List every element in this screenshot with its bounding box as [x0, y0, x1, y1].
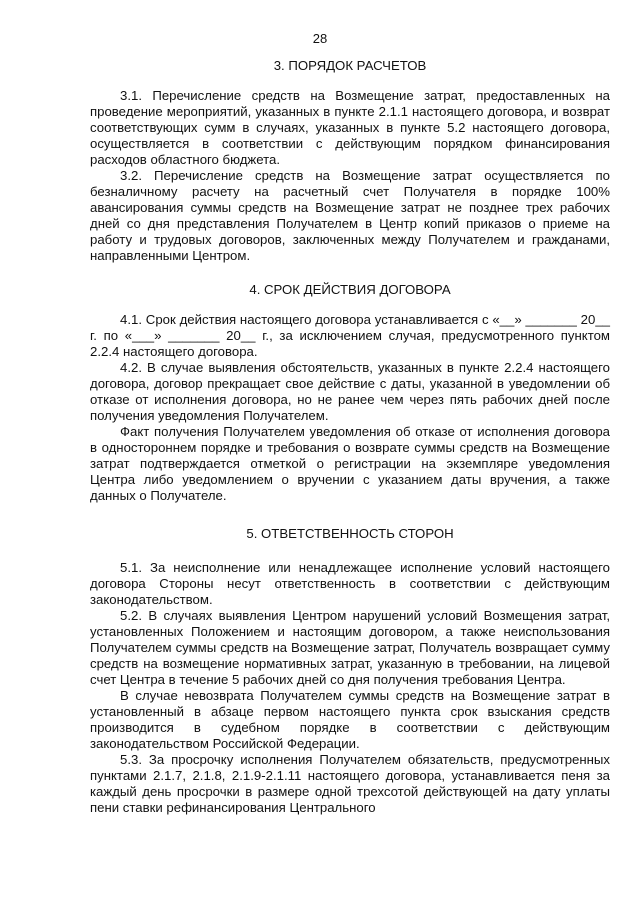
paragraph: 5.1. За неисполнение или ненадлежащее исполнение условий настоящего договора Стороны несут ответственность в соответствии с действующим законодательством.: [90, 560, 610, 607]
paragraph: 5.2. В случаях выявления Центром нарушений условий Возмещения затрат, установленных Положением и настоящим договором, а также неиспользования Получателем суммы средств на Возмещение затрат, Получатель возвращает сумму средств на возмещение нормативных затрат, указанную в требовании, на лицевой счет Центра в течение 5 рабочих дней со дня получения требования Центра.: [90, 608, 610, 687]
section-title: 5. ОТВЕТСТВЕННОСТЬ СТОРОН: [246, 526, 454, 541]
paragraph: 3.2. Перечисление средств на Возмещение затрат осуществляется по безналичному расчету на расчетный счет Получателя в порядке 100% авансирования суммы средств на Возмещение затрат не позднее трех рабочих дней со дня представления Получателем в Центр копий приказов о приеме на работу и трудовых договоров, заключенных между Получателем и гражданами, направленными Центром.: [90, 168, 610, 263]
paragraph: В случае невозврата Получателем суммы средств на Возмещение затрат в установленный в абзаце первом настоящего пункта срок взыскания средств производится в судебном порядке в соответствии с действующим законодательством Российской Федерации.: [90, 688, 610, 751]
page-number: 28: [312, 31, 328, 46]
section-title: 3. ПОРЯДОК РАСЧЕТОВ: [273, 58, 427, 73]
document-body: [90, 58, 610, 816]
paragraph: 3.1. Перечисление средств на Возмещение затрат, предоставленных на проведение мероприятий, указанных в пункте 2.1.1 настоящего договора, и возврат соответствующих сумм в случаях, указанных в пункте 5.2 настоящего договора, осуществляется в соответствии с действующим порядком финансирования расходов областного бюджета.: [90, 88, 610, 167]
section-liability: [90, 526, 610, 816]
paragraph: 5.3. За просрочку исполнения Получателем обязательств, предусмотренных пунктами 2.1.7, 2.1.8, 2.1.9-2.1.11 настоящего договора, устанавливается пеня за каждый день просрочки в размере одной трехсотой действующей на дату уплаты пени ставки рефинансирования Центрального: [90, 752, 610, 815]
section-title: 4. СРОК ДЕЙСТВИЯ ДОГОВОРА: [249, 282, 451, 297]
paragraph: 4.1. Срок действия настоящего договора устанавливается с «__» _______ 20__ г. по «___» _______ 20__ г., за исключением случая, предусмотренного пунктом 2.2.4 настоящего договора.: [90, 312, 610, 359]
section-contract-term: [90, 282, 610, 504]
paragraph: Факт получения Получателем уведомления об отказе от исполнения договора в одностороннем порядке и требования о возврате суммы средств на Возмещение затрат подтверждается отметкой о регистрации на экземпляре уведомления Центра либо уведомлением о вручении с указанием даты вручения, а также данных о Получателе.: [90, 424, 610, 503]
paragraph: 4.2. В случае выявления обстоятельств, указанных в пункте 2.2.4 настоящего договора, договор прекращает свое действие с даты, указанной в уведомлении об отказе от исполнения договора, но не ранее чем через пять рабочих дней после получения уведомления Получателем.: [90, 360, 610, 423]
section-payment-procedure: [90, 58, 610, 264]
